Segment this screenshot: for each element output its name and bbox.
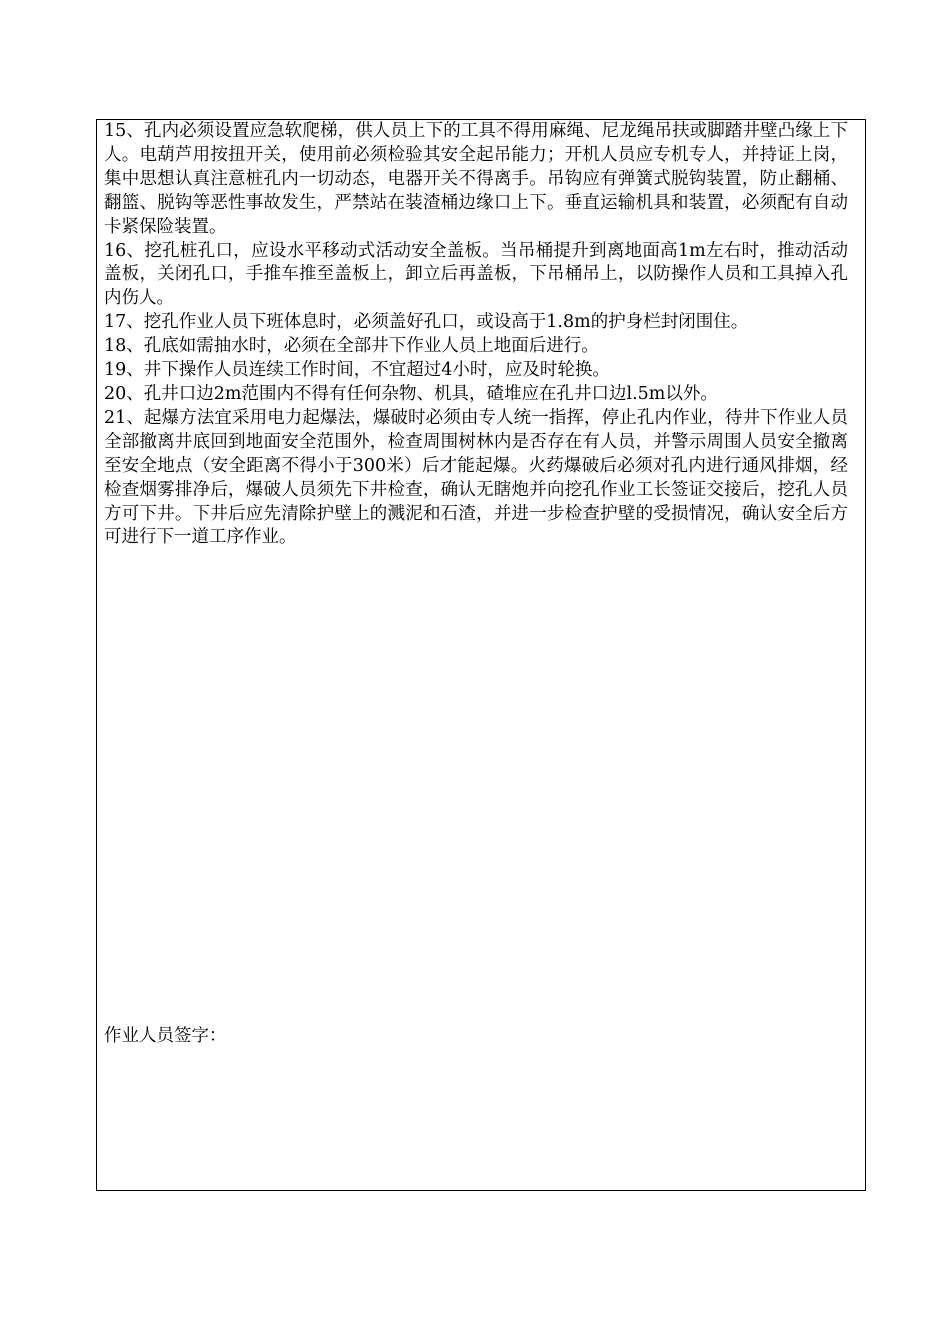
signature-label: 作业人员签字：: [104, 1026, 227, 1046]
item-17: 17、挖孔作业人员下班体息时，必须盖好孔口，或设高于1.8m的护身栏封闭围住。: [104, 312, 749, 333]
item-15: 15、孔内必须设置应急软爬梯，供人员上下的工具不得用麻绳、尼龙绳吊扶或脚踏井壁凸缘上下人。电葫芦用按扭开关，使用前必须检验其安全起吊能力；开机人员应专机专人，并持证上岗，集中思想认真注意桩孔内一切动态，电器开关不得离手。吊钩应有弹簧式脱钩装置，防止翻桶、翻篮、脱钩等恶性事故发生，严禁站在装渣桶边缘口上下。垂直运输机具和装置，必须配有自动卡紧保险装置。: [104, 121, 848, 237]
item-19: 19、井下操作人员连续工作时间，不宜超过4小时，应及时轮换。: [104, 360, 610, 381]
item-18: 18、孔底如需抽水时，必须在全部井下作业人员上地面后进行。: [104, 336, 599, 357]
instructions-text: [104, 120, 848, 550]
item-21: 21、起爆方法宜采用电力起爆法，爆破时必须由专人统一指挥，停止孔内作业，待井下作业人员全部撤离井底回到地面安全范围外，检查周围树林内是否存在有人员，并警示周围人员安全撤离至安全地点（安全距离不得小于300米）后才能起爆。火药爆破后必须对孔内进行通风排烟，经检查烟雾排净后，爆破人员须先下井检查，确认无瞎炮并向挖孔作业工长签证交接后，挖孔人员方可下井。下井后应先清除护壁上的溅泥和石渣，并进一步检查护壁的受损情况，确认安全后方可进行下一道工序作业。: [104, 407, 848, 548]
item-20: 20、孔井口边2m范围内不得有任何杂物、机具，碴堆应在孔井口边l.5m以外。: [104, 383, 718, 404]
safety-instructions-table: [96, 119, 866, 1191]
item-16: 16、挖孔桩孔口，应设水平移动式活动安全盖板。当吊桶提升到离地面高1m左右时，推动活动盖板，关闭孔口，手推车推至盖板上，卸立后再盖板，下吊桶吊上，以防操作人员和工具掉入孔内伤人。: [104, 240, 848, 309]
